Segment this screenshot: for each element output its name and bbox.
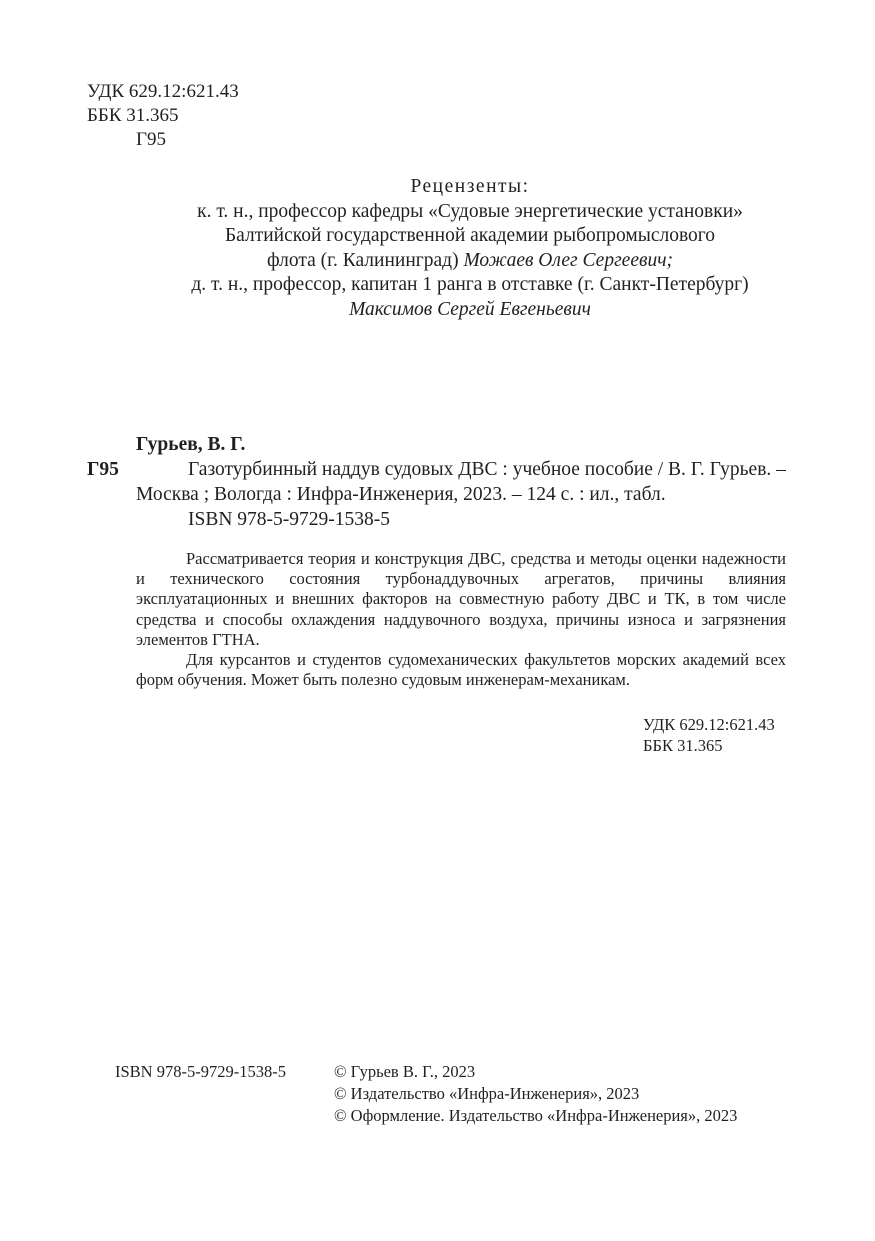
- reviewer-1-line-1: к. т. н., профессор кафедры «Судовые энергетические установки»: [197, 200, 743, 222]
- annotation: [136, 549, 786, 690]
- reviewers-block: [120, 175, 820, 322]
- copyright-line-2: © Издательство «Инфра-Инженерия», 2023: [334, 1084, 640, 1103]
- udk-code: УДК 629.12:621.43: [87, 81, 239, 102]
- copyright-isbn: ISBN 978-5-9729-1538-5: [115, 1062, 286, 1081]
- entry-title-line: Газотурбинный наддув судовых ДВС : учебное пособие / В. Г. Гурьев. –: [188, 459, 786, 480]
- reviewer-1-location: флота (г. Калининград): [267, 249, 464, 271]
- reviewers-heading: Рецензенты:: [410, 176, 530, 197]
- entry-code: Г95: [87, 459, 119, 480]
- entry-author: Гурьев, В. Г.: [136, 434, 246, 455]
- author-mark: Г95: [136, 129, 166, 150]
- reviewer-2-name: Максимов Сергей Евгеньевич: [349, 298, 591, 320]
- reviewer-1-line-3: [120, 249, 820, 274]
- reviewer-1-line-2: Балтийской государственной академии рыбопромыслового: [224, 225, 716, 246]
- annotation-paragraph-2: Для курсантов и студентов судомеханических факультетов морских академий всех форм обучения. Может быть полезно судовым инженерам-механикам.: [136, 650, 786, 690]
- reviewer-2-line-1: д. т. н., профессор, капитан 1 ранга в отставке (г. Санкт-Петербург): [191, 274, 749, 295]
- udk-code-bottom: УДК 629.12:621.43: [643, 715, 775, 734]
- entry-publication-line: Москва ; Вологда : Инфра-Инженерия, 2023. – 124 с. : ил., табл.: [136, 484, 666, 505]
- bbk-code-bottom: ББК 31.365: [643, 736, 723, 755]
- entry-isbn: ISBN 978-5-9729-1538-5: [188, 509, 391, 530]
- copyright-line-3: © Оформление. Издательство «Инфра-Инженерия», 2023: [334, 1106, 738, 1125]
- bbk-code: ББК 31.365: [87, 105, 179, 126]
- copyright-line-1: © Гурьев В. Г., 2023: [334, 1062, 476, 1081]
- reviewer-1-name: Можаев Олег Сергеевич;: [463, 249, 673, 271]
- annotation-paragraph-1: Рассматривается теория и конструкция ДВС, средства и методы оценки надежности и технического состояния турбонаддувочных агрегатов, причины влияния эксплуатационных и внешних факторов на совместную работу ДВС и ТК, в том числе средства и способы охлаждения наддувочного воздуха, причины износа и загрязнения элементов ГТНА.: [136, 549, 786, 649]
